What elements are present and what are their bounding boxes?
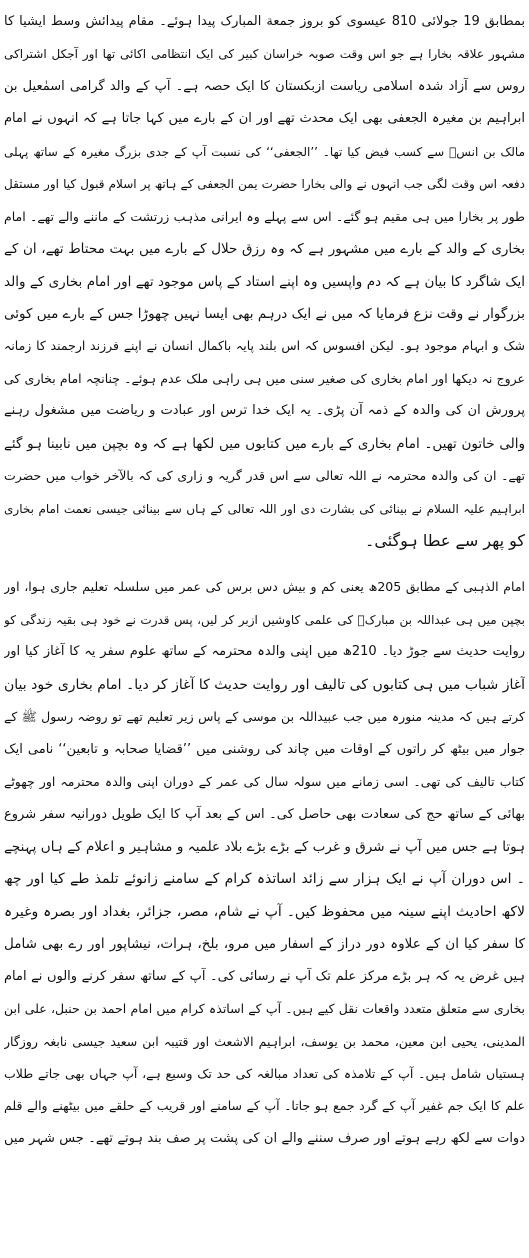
text-line: دفعہ اس وقت لگی جب انہوں نے والی بخارا حضرت یمن الجعفی کے ہاتھ پر اسلام قبول کیا اور مستقل (4, 177, 525, 192)
text-line: جوار میں بیٹھ کر راتوں کے اوقات میں چاند کی روشنی میں ’’قضایا صحابہ و تابعین‘‘ نامی ایک (4, 741, 525, 757)
text-line: کو پھر سے عطا ہوگئی۔ (364, 531, 525, 550)
paragraph-1 (4, 6, 525, 557)
text-line: علم کا ایک جم غفیر آپ کے گرد جمع ہو جاتا۔ آپ کے سامنے اور قریب کے حلقے میں بیٹھنے والے قلم (4, 1098, 525, 1114)
text-line: مشہور علاقہ بخارا ہے جو اس وقت صوبہ خراسان کبیر کی ایک انتظامی اکائی تھا اور آجکل اشتراکی (4, 47, 525, 62)
text-line: ایک شاگرد کا بیان ہے کہ دم واپسیں وہ اپنے استاد کے پاس موجود تھے اور امام بخاری کے والد (4, 273, 525, 290)
text-line: والی خاتون تھیں۔ امام بخاری کے بارے میں کتابوں میں لکھا ہے کہ وہ بچپن میں نابینا ہو گئے (4, 435, 525, 452)
text-line: آغاز شباب میں ہی کتابوں کی تالیف اور روایت حدیث کا آغاز کر دیا۔ امام بخاری خود بیان (4, 676, 525, 693)
text-line: ابراہیم بن مغیرہ الجعفی بھی ایک محدث تھے اور ان کے بارے میں کہا جاتا ہے کہ انہوں نے امام (4, 111, 525, 127)
text-line: بخاری سے متعلق متعدد واقعات نقل کیے ہیں۔ آپ کے اساتذہ کرام میں امام احمد بن حنبل، علی ابن (4, 1001, 525, 1017)
text-line: بخاری کے والد کے بارے میں مشہور ہے کہ وہ رزق حلال کے بارے میں بہت محتاط تھے، ان کے (4, 241, 525, 258)
text-line: کرتے ہیں کہ مدینہ منورہ میں جب عبیداللہ بن موسی کے پاس زیر تعلیم تھے تو روضہ رسول ﷺ کے (4, 709, 525, 725)
text-line: تھے۔ ان کی والدہ محترمہ نے اللہ تعالی سے اس قدر گریہ و زاری کی کہ بالآخر خواب میں حضرت (4, 468, 525, 484)
text-line: ابراہیم علیہ السلام نے بینائی کی بشارت دی اور اللہ تعالی کے ہاں سے بینائی جیسی نعمت امام بخاری (4, 501, 525, 516)
text-line: بھائی کے ساتھ حج کی سعادت بھی حاصل کی۔ اس کے بعد آپ کا ایک طویل دورانیہ سفر شروع (4, 806, 525, 822)
text-line: ہیں غرض یہ کہ ہر بڑے مرکز علم تک آپ نے رسائی کی۔ آپ کے ساتھ سفر کرنے والوں نے امام (4, 968, 525, 984)
text-line: طور پر بخارا میں ہی مقیم ہو گئے۔ اس سے پہلے وہ ایرانی مذہب زرتشت کے ماننے والے تھے۔ امام (4, 208, 525, 224)
text-line: دوات سے لکھ رہے ہوتے اور صرف سننے والے ان کی پشت پر صف بند ہوتے تھے۔ جس شہر میں (4, 1130, 525, 1146)
paragraph-2 (4, 571, 525, 1155)
text-line: بچپن میں ہی عبداللہ بن مبارکؒ کی علمی کاوشیں ازبر کر لیں، پس قدرت نے خود ہی بقیہ زندگی کو (4, 612, 525, 627)
text-line: بمطابق 19 جولائی 810 عیسوی کو بروز جمعة المبارک پیدا ہوئے۔ مقام پیدائش وسط ایشیا کا (4, 14, 525, 29)
text-line: بزرگوار نے وقت نزع فرمایا کہ میں نے ایک درہم بھی ایسا نہیں چھوڑا جس کے بارے میں کوئی (4, 305, 525, 322)
text-line: ہوتا ہے جس میں آپ نے شرق و غرب کے بڑے بڑے بلاد علمیہ و مشاہیر و اعلام کے ہاں پہنچے (4, 838, 525, 855)
text-line: ۔ اس دوران آپ نے ایک ہزار سے زائد اساتذہ کرام کے سامنے زانوئے تلمذ طے کیا اور چھ (4, 871, 525, 888)
text-line: روس سے آزاد شدہ اسلامی ریاست ازبکستان کا ایک حصہ ہے۔ آپ کے والد گرامی اسمٰعیل بن (4, 78, 525, 94)
text-line: پرورش ان کی والدہ کے ذمہ آن پڑی۔ یہ ایک خدا ترس اور عبادت و ریاضت میں مشغول رہنے (4, 403, 525, 419)
text-line: کا سفر کیا ان کے علاوہ دور دراز کے اسفار میں مرو، بلخ، ہرات، نیشاپور اور رے بھی شامل (4, 936, 525, 953)
text-line: لاکھ احادیث اپنے سینہ میں محفوظ کیں۔ آپ نے شام، مصر، جزائر، بغداد اور بصرہ وغیرہ (4, 903, 525, 920)
text-line: المدینی، یحیی ابن معین، محمد بن یوسف، ابراہیم الاشعث اور قتیبہ ابن سعید جیسی نابغہ روزگار (4, 1033, 525, 1049)
text-line: مالک بن انسؒ سے کسب فیض کیا تھا۔ ’’الجعفی‘‘ کی نسبت آپ کے جدی بزرگ مغیرہ کے ساتھ پہلی (4, 144, 525, 159)
text-line: روایت حدیث سے جوڑ دیا۔ 210ھ میں اپنی والدہ محترمہ کے ساتھ علوم سفر یہ کا آغاز کیا اور (4, 644, 525, 660)
text-line: ہستیاں شامل ہیں۔ آپ کے تلامذہ کی تعداد مبالغہ کی حد تک وسیع ہے، آپ جہاں بھی جاتے طلاب (4, 1066, 525, 1081)
text-line: امام الذہبی کے مطابق 205ھ یعنی کم و بیش دس برس کی عمر میں سلسلہ تعلیم جاری ہوا، اور (4, 579, 525, 595)
text-line: شک و ابہام موجود ہو۔ لیکن افسوس کہ اس بلند پایہ باکمال انسان نے اپنے فرزند ارجمند کا زمانہ (4, 338, 525, 354)
text-line: عروج نہ دیکھا اور امام بخاری کی صغیر سنی میں ہی راہی ملک عدم ہوئے۔ چنانچہ امام بخاری کی (4, 370, 525, 386)
text-line: کتاب تالیف کی تھی۔ اسی زمانے میں سولہ سال کی عمر کے دوران اپنی والدہ محترمہ اور چھوٹے (4, 774, 525, 790)
paragraph-separator (4, 557, 525, 571)
